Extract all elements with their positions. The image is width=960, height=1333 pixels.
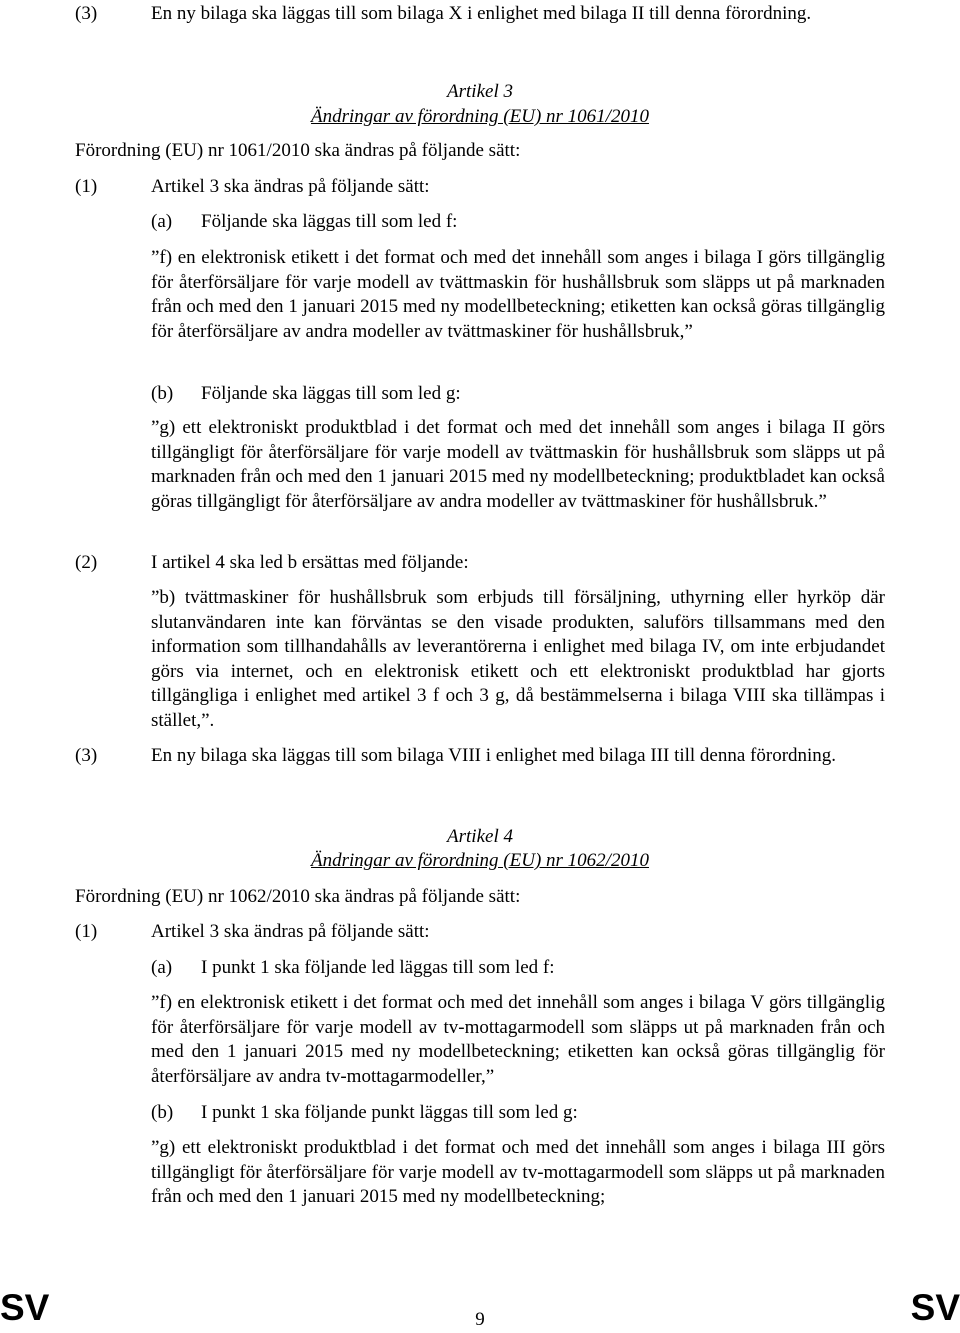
subitem-letter: (b) — [151, 1102, 174, 1123]
item-number: (1) — [75, 921, 98, 942]
subitem-text: Följande ska läggas till som led g: — [201, 383, 461, 404]
quoted-text: ”g) ett elektroniskt produktblad i det format och med det innehåll som anges i bilaga II görs tillgängligt för återförsäljare för varje modell av tvättmaskin för hushållsbruk som släpps ut på marknaden från och med den 1 januari 2015 med ny modellbeteckning; produktbladet kan också göras tillgängligt för återförsäljare av andra modeller av tvättmaskiner för hushållsbruk.” — [151, 417, 885, 512]
article-intro: Förordning (EU) nr 1061/2010 ska ändras på följande sätt: — [75, 140, 521, 161]
article-title: Artikel 3 — [447, 81, 513, 102]
subitem-letter: (b) — [151, 383, 174, 404]
quoted-text: ”g) ett elektroniskt produktblad i det format och med det innehåll som anges i bilaga III görs tillgängligt för återförsäljare för varje modell av tv-mottagarmodell som släpps ut på marknaden från och med den 1 januari 2015 med ny modellbeteckning; — [151, 1137, 885, 1207]
subitem-text: I punkt 1 ska följande punkt läggas till som led g: — [201, 1102, 578, 1123]
item-text: Artikel 3 ska ändras på följande sätt: — [151, 921, 430, 942]
article-subtitle: Ändringar av förordning (EU) nr 1061/2010 — [311, 106, 649, 127]
item-number: (3) — [75, 745, 98, 766]
item-number: (1) — [75, 176, 98, 197]
page-number: 9 — [475, 1309, 485, 1330]
article-subtitle: Ändringar av förordning (EU) nr 1062/2010 — [311, 850, 649, 871]
quoted-text: ”f) en elektronisk etikett i det format och med det innehåll som anges i bilaga I görs tillgänglig för återförsäljare för varje modell av tvättmaskin för hushållsbruk som släpps ut på marknaden från och med den 1 januari 2015 med ny modellbeteckning; etiketten kan också göras tillgänglig för återförsäljare av andra modeller av tvättmaskiner för hushållsbruk,” — [151, 247, 885, 342]
quoted-text: ”f) en elektronisk etikett i det format och med det innehåll som anges i bilaga V görs tillgänglig för återförsäljare för varje modell av tv-mottagarmodell som släpps ut på marknaden från och med den 1 januari 2015 med ny modellbeteckning; etiketten kan också göras tillgänglig för återförsäljare av andra tv-mottagarmodeller,” — [151, 992, 885, 1087]
subitem-text: Följande ska läggas till som led f: — [201, 211, 458, 232]
item-text: En ny bilaga ska läggas till som bilaga X i enlighet med bilaga II till denna förordning. — [151, 3, 812, 24]
quoted-text: ”b) tvättmaskiner för hushållsbruk som erbjuds till försäljning, uthyrning eller hyrköp där slutanvändaren inte kan förväntas se den visade produkten, saluförs tillsammans med den information som tillhandahålls av leverantörerna i enlighet med bilaga IV, om inte erbjudandet görs via internet, och en elektronisk etikett och ett elektroniskt produktblad har gjorts tillgängliga i enlighet med artikel 3 f och 3 g, då bestämmelserna i bilaga VIII ska tillämpas i stället,”. — [151, 587, 885, 731]
article-title: Artikel 4 — [447, 826, 513, 847]
subitem-letter: (a) — [151, 211, 173, 232]
item-text: En ny bilaga ska läggas till som bilaga VIII i enlighet med bilaga III till denna förordning. — [151, 745, 837, 766]
footer-language-left: SV — [0, 1287, 50, 1328]
item-text: Artikel 3 ska ändras på följande sätt: — [151, 176, 430, 197]
footer-language-right: SV — [910, 1287, 960, 1328]
item-number: (3) — [75, 3, 98, 24]
item-number: (2) — [75, 552, 98, 573]
subitem-text: I punkt 1 ska följande led läggas till som led f: — [201, 957, 555, 978]
item-text: I artikel 4 ska led b ersättas med följande: — [151, 552, 469, 573]
subitem-letter: (a) — [151, 957, 173, 978]
article-intro: Förordning (EU) nr 1062/2010 ska ändras på följande sätt: — [75, 886, 521, 907]
